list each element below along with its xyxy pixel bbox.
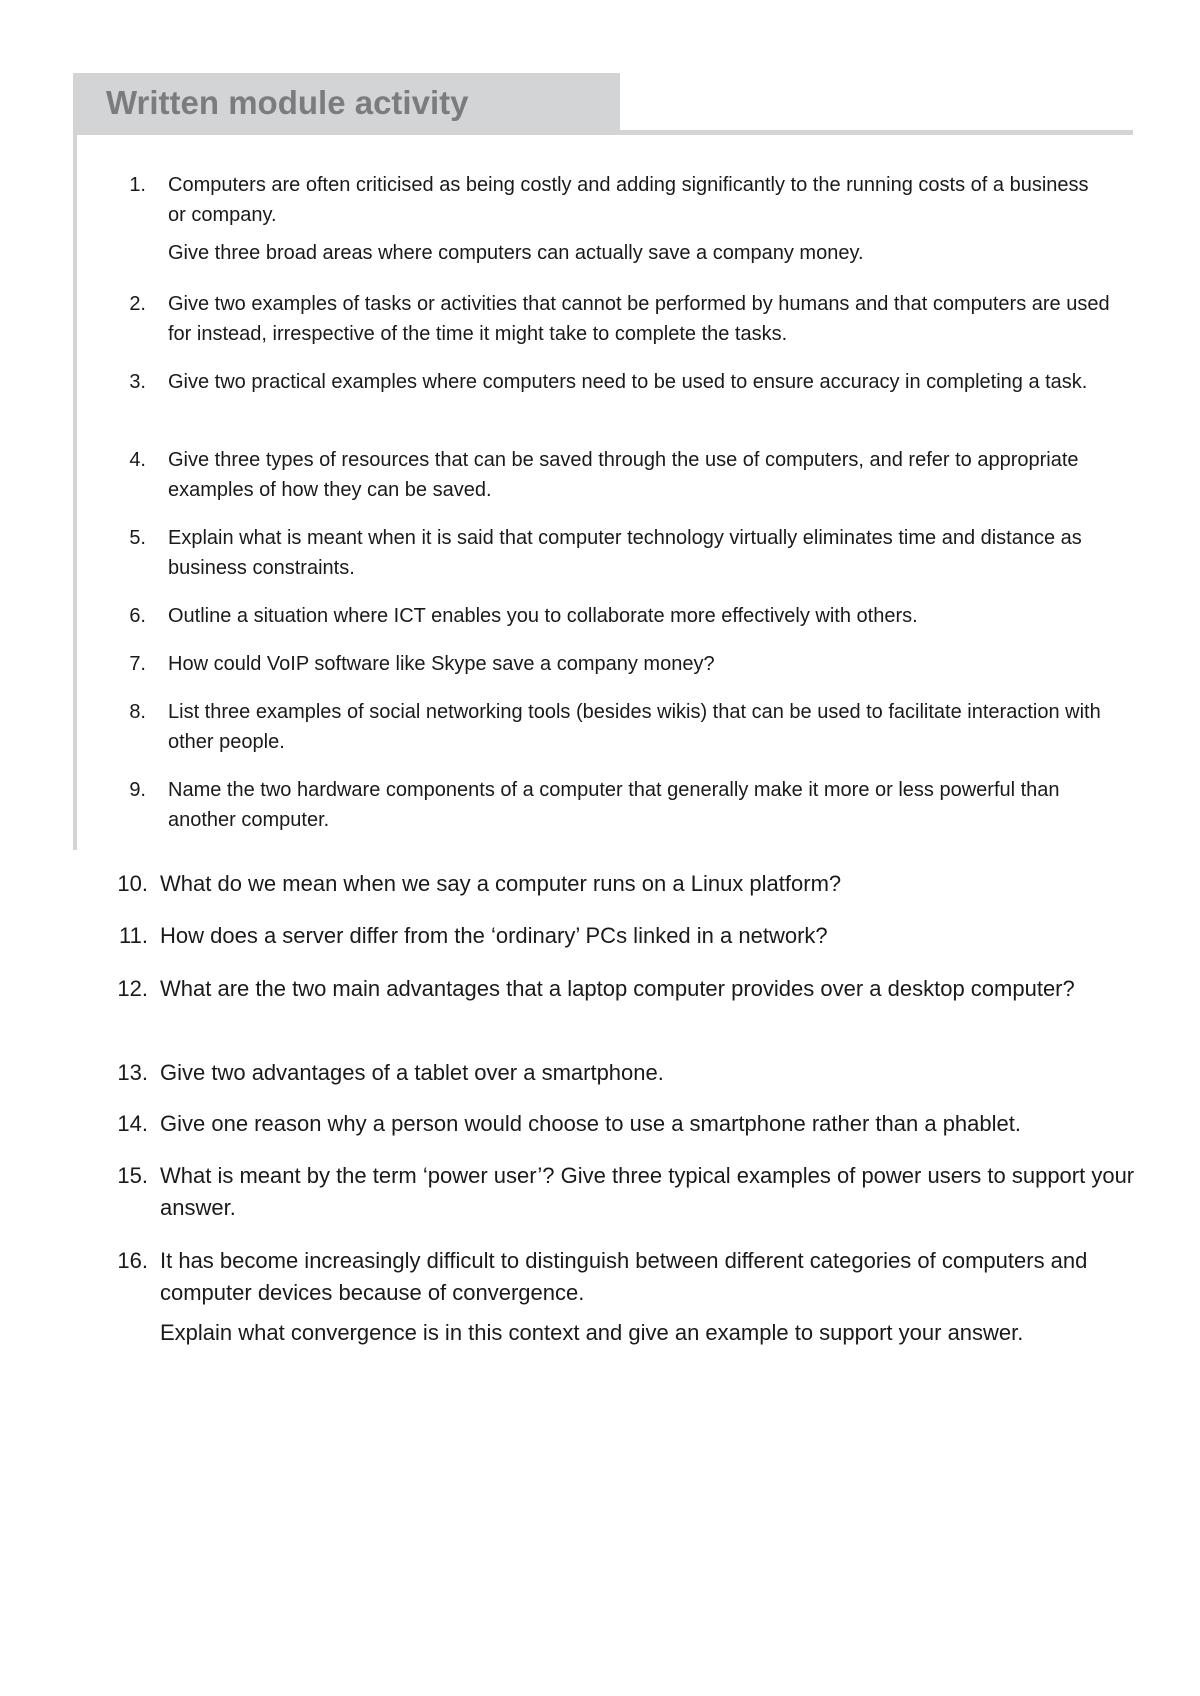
- section-left-rule: [73, 135, 77, 850]
- section-header: [73, 73, 620, 135]
- question-paragraph: Give three types of resources that can be saved through the use of computers, and refer to appropriate examples of how they can be saved.: [168, 449, 1079, 501]
- question-number: 15.: [117, 1163, 148, 1188]
- question-text: [160, 1160, 1160, 1224]
- question-paragraph: Give one reason why a person would choose to use a smartphone rather than a phablet.: [160, 1111, 1021, 1136]
- question-text: [168, 170, 1110, 268]
- question-text: [160, 920, 1160, 952]
- header-rule: [620, 130, 1133, 135]
- question-number: 5.: [129, 527, 146, 549]
- question-number: 13.: [117, 1060, 148, 1085]
- question-paragraph: What are the two main advantages that a laptop computer provides over a desktop computer?: [160, 976, 1075, 1001]
- question-text: [160, 1108, 1160, 1140]
- question-text: [160, 973, 1160, 1005]
- question-paragraph: Outline a situation where ICT enables you to collaborate more effectively with others.: [168, 605, 918, 627]
- page-title: Written module activity: [106, 84, 469, 121]
- question-number: 14.: [117, 1111, 148, 1136]
- question-number: 9.: [129, 779, 146, 801]
- question-paragraph: How could VoIP software like Skype save a company money?: [168, 653, 715, 675]
- question-text: [168, 367, 1110, 397]
- question-number: 8.: [129, 701, 146, 723]
- question-text: [160, 1245, 1160, 1349]
- question-text: [168, 445, 1110, 505]
- question-paragraph: What do we mean when we say a computer runs on a Linux platform?: [160, 871, 842, 896]
- question-number: 6.: [129, 605, 146, 627]
- question-number: 10.: [117, 871, 148, 896]
- question-paragraph: It has become increasingly difficult to distinguish between different categories of computers and computer devices because of convergence.: [160, 1248, 1088, 1305]
- question-number: 12.: [117, 976, 148, 1001]
- question-text: [168, 697, 1110, 757]
- question-text: [168, 775, 1110, 835]
- question-text: [160, 868, 1160, 900]
- question-text: [168, 649, 1110, 679]
- question-paragraph: How does a server differ from the ‘ordinary’ PCs linked in a network?: [160, 923, 828, 948]
- question-number: 1.: [129, 174, 146, 196]
- question-text: [168, 289, 1110, 349]
- question-paragraph: Give two practical examples where computers need to be used to ensure accuracy in completing a task.: [168, 371, 1088, 393]
- question-paragraph: Explain what is meant when it is said that computer technology virtually eliminates time and distance as business constraints.: [168, 527, 1082, 579]
- question-paragraph: Explain what convergence is in this context and give an example to support your answer.: [160, 1320, 1024, 1345]
- question-paragraph: Name the two hardware components of a computer that generally make it more or less powerful than another computer.: [168, 779, 1060, 831]
- question-number: 4.: [129, 449, 146, 471]
- question-number: 3.: [129, 371, 146, 393]
- question-number: 16.: [117, 1248, 148, 1273]
- question-number: 7.: [129, 653, 146, 675]
- question-paragraph: What is meant by the term ‘power user’? Give three typical examples of power users to support your answer.: [160, 1163, 1135, 1220]
- question-text: [168, 523, 1110, 583]
- question-paragraph: Give two advantages of a tablet over a smartphone.: [160, 1060, 664, 1085]
- question-text: [160, 1057, 1160, 1089]
- question-paragraph: Give two examples of tasks or activities that cannot be performed by humans and that computers are used for instead, irrespective of the time it might take to complete the tasks.: [168, 293, 1110, 345]
- question-paragraph: List three examples of social networking tools (besides wikis) that can be used to facilitate interaction with other people.: [168, 701, 1101, 753]
- question-number: 11.: [119, 923, 148, 948]
- question-number: 2.: [129, 293, 146, 315]
- question-paragraph: Give three broad areas where computers can actually save a company money.: [168, 242, 864, 264]
- question-paragraph: Computers are often criticised as being costly and adding significantly to the running costs of a business or company.: [168, 174, 1089, 226]
- question-text: [168, 601, 1110, 631]
